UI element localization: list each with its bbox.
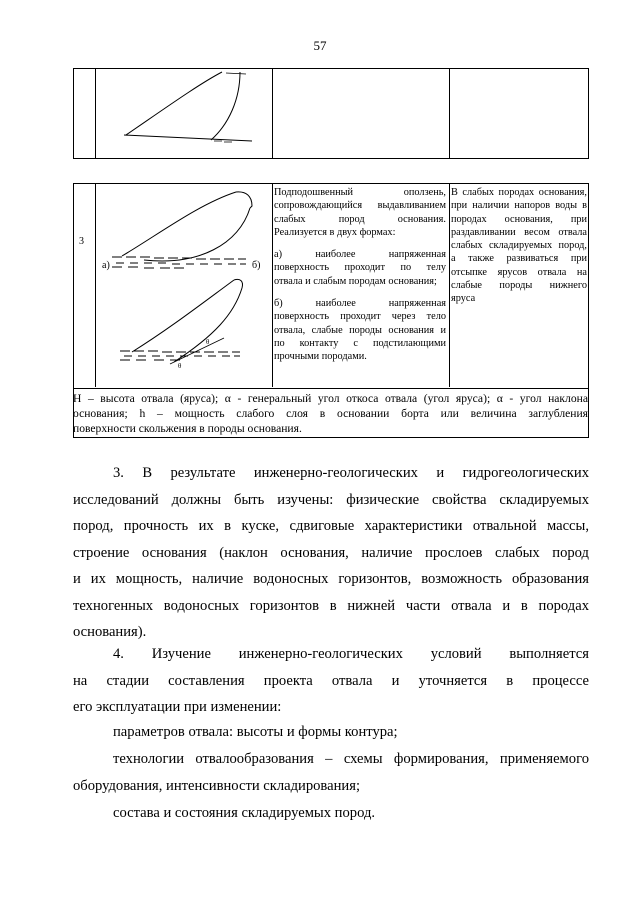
- text-line: пород, прочность их в куске, сдвиговые характеристики отвальной массы,: [73, 518, 589, 534]
- label-a: a): [102, 260, 110, 271]
- note-line: основания; h – мощность слабого слоя в основании борта или величина заглубления: [73, 407, 588, 420]
- text-line: б) наиболее напряженная: [274, 298, 446, 310]
- text-line: В слабых породах основания,: [451, 187, 587, 198]
- text-line: сопровождающийся выдавливанием: [274, 200, 446, 212]
- text-line: оборудования, интенсивности складирования;: [73, 777, 360, 794]
- list-item-3: [73, 800, 589, 827]
- text-line: раздавливании весом отвала: [451, 226, 587, 238]
- label-b: б): [252, 260, 261, 271]
- text-line: а также развиваться при: [451, 253, 587, 265]
- slope-line: [126, 72, 222, 135]
- text-line: строение основания (наклон основания, наличие прослоев слабых пород: [73, 544, 589, 561]
- text-line: слабых пород основания.: [274, 213, 446, 225]
- text-line: на стадии составления проекта отвала и уточняется в процессе: [73, 672, 589, 689]
- note-line: Н – высота отвала (яруса); α - генеральный угол откоса отвала (угол яруса); α - угол наклона: [73, 392, 588, 405]
- crest-a: [236, 192, 252, 208]
- text-line: его эксплуатации при изменении:: [73, 699, 282, 715]
- text-line: Подподошвенный оползень,: [274, 187, 446, 198]
- slope-diagram-top: [74, 69, 590, 160]
- weak-layer-top-a: [112, 257, 246, 259]
- text-line: 3. В результате инженерно-геологических и гидрогеологических: [113, 465, 589, 481]
- crest-line: [226, 73, 246, 74]
- text-line: при наличии напоров воды в: [451, 200, 587, 212]
- slip-surface-line: [211, 72, 240, 140]
- slope-line-b: [132, 280, 234, 352]
- note-line: поверхности скольжения в породы основания.: [73, 422, 302, 435]
- text-line: прочными породами.: [274, 351, 367, 363]
- table-note: [73, 391, 588, 436]
- text-line: поверхность проходит по телу: [274, 262, 446, 274]
- text-line: по контакту с подстилающими: [274, 337, 446, 349]
- list-item-2: [73, 746, 589, 799]
- text-line: 4. Изучение инженерно-геологических условий выполняется: [113, 646, 589, 662]
- text-line: породах основания, при: [451, 213, 587, 225]
- text-line: а) наиболее напряженная: [274, 249, 446, 261]
- text-line: отвала и слабым породам основания;: [274, 275, 437, 287]
- text-line: техногенных водоносных горизонтов в нижней части отвала и в породах: [73, 597, 589, 614]
- slope-diagrams: [74, 184, 272, 388]
- paragraph-4: [73, 641, 589, 721]
- theta-label-2: θ: [178, 362, 182, 370]
- text-line: исследований должны быть изучены: физические свойства складируемых: [73, 491, 589, 508]
- text-line: Реализуется в двух формах:: [274, 226, 396, 238]
- text-line: отвала, слабые породы основания и: [274, 324, 446, 336]
- text-line: слабых складируемых пород,: [451, 240, 587, 252]
- crest-b: [234, 279, 243, 288]
- base-hatch: [214, 141, 232, 142]
- text-line: яруса: [451, 293, 476, 305]
- text-line: и их мощность, наличие водоносных горизонтов, возможность образования: [73, 571, 589, 587]
- conditions-cell: [451, 186, 587, 306]
- text-line: слабые породы нижнего: [451, 280, 587, 292]
- list-item-1: [73, 719, 589, 746]
- text-line: основания).: [73, 624, 147, 640]
- text-line: поверхность проходит через тело: [274, 311, 446, 323]
- table-fragment-top: [73, 68, 589, 159]
- weak-layer-mid-a: [116, 263, 246, 264]
- row-number: 3: [79, 236, 84, 247]
- paragraph-3: [73, 460, 589, 646]
- description-cell: [274, 186, 446, 364]
- text-line: параметров отвала: высоты и формы контура;: [113, 724, 398, 740]
- page-number: 57: [313, 38, 327, 53]
- weak-layer-bot-a: [112, 267, 184, 268]
- weak-layer-top-b: [120, 351, 240, 352]
- slip-surface-a: [144, 208, 250, 261]
- text-line: технологии отвалообразования – схемы формирования, применяемого: [113, 751, 589, 767]
- text-line: состава и состояния складируемых пород.: [113, 805, 376, 821]
- text-line: отсыпке ярусов отвала на: [451, 266, 587, 278]
- theta-label-1: θ: [206, 338, 210, 346]
- base-line: [124, 135, 252, 141]
